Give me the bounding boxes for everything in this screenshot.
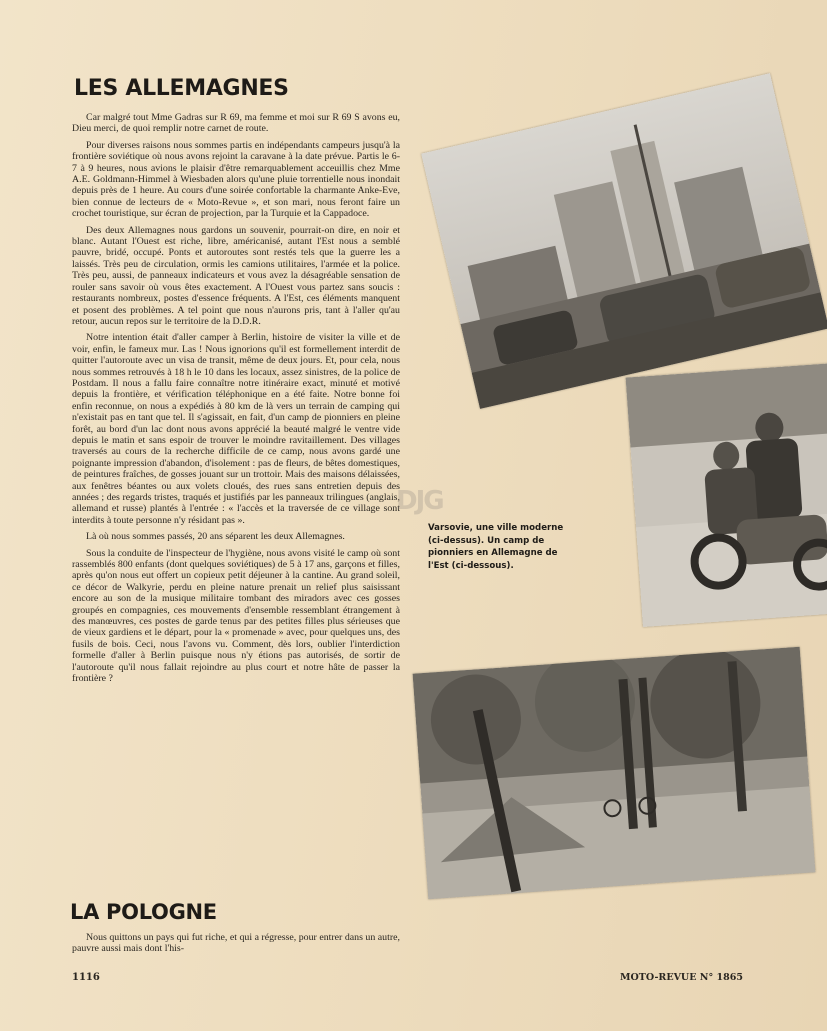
page-number: 1116 [72, 972, 100, 983]
photo-warsaw-image [421, 73, 827, 409]
paragraph-6: Sous la conduite de l'inspecteur de l'hygiène, nous avons visité le camp où sont rassemblés 800 enfants (dont quelques soviétiques) de 5 à 17 ans, garçons et filles, après qu'on nous eut offert un copieux petit déjeuner à la cantine. Au grand soleil, ce décor de Walkyrie, perdu en pleine nature prenait un relief plus saisissant encore au son de la musique militaire tombant des miradors avec ces gosses groupés en compagnies, ces mouvements d'ensemble ressemblant étrangement à des manœuvres, ces postes de garde tenus par des petites filles plus sérieuses que de vieux gardiens et le départ, pour la « promenade » avec, pour quelques uns, des fusils de bois. Ceci, nous l'avons vu. Comment, dès lors, oublier l'interdiction formelle d'aller à Berlin puisque nous n'y étions pas autorisés, de sortir de l'autoroute qu'il nous fallait rejoindre au plus court et notre hâte de passer la frontière ? [72, 547, 400, 685]
paragraph-5: Là où nous sommes passés, 20 ans séparent les deux Allemagnes. [86, 531, 345, 543]
paragraph-4: Notre intention était d'aller camper à Berlin, histoire de visiter la ville et de voir, enfin, le fameux mur. Las ! Nous ignorions qu'il est formellement interdit de quitter l'autoroute avec un visa de transit, même de deux jours. Et, pour cela, nous nous sommes retrouvés à 18 h le 10 dans les locaux, assez sinistres, de la police de Postdam. Il nous a fallu faire connaître notre itinéraire exact, minuté et motivé depuis la frontière, et vérification téléphonique en a été faite. Notre bonne foi enfin reconnue, on nous a expédiés à 80 km de là vers un terrain de camping qui n'existait pas en tant que tel. Il s'agissait, en fait, d'un camp de pionniers en pleine forêt, au bord d'un lac dont nous avons apprécié la beauté malgré le ventre vide depuis le matin et sans espoir de trouver le moindre ravitaillement. Des villages traversés au cours de la recherche difficile de ce camp, nous avons gardé une poignante impression d'abandon, d'isolement : pas de fleurs, de bêtes domestiques, de peintures fraîches, de gosses jouant sur un trottoir. Mais des maisons délaissées, aux fenêtres béantes ou aux volets cloués, des rues sans entretien depuis des années ; des regards tristes, traqués et justifiés par les panneaux trilingues (anglais, allemand et russe) plantés à l'entrée : « l'accès et la traversée de ce village sont interdits à toute personne n'y résidant pas ». [72, 332, 400, 526]
article-column-1 [72, 112, 400, 690]
photo-sidecar-image [626, 363, 827, 627]
heading-les-allemagnes: LES ALLEMAGNES [74, 76, 289, 101]
photo-sidecar-riders [626, 363, 827, 627]
photo-pioneer-camp [413, 647, 816, 900]
paragraph-2: Pour diverses raisons nous sommes partis en indépendants campeurs jusqu'à la frontière soviétique où nous avons rejoint la caravane à la date prévue. Partis le 6-7 à 9 heures, nous avions le plaisir d'être remarquablement acceuillis chez Mme A.E. Goldmann-Himmel à Wiesbaden alors qu'une pluie torrentielle nous inondait depuis près de 1 heure. Au cours d'une soirée confortable la charmante Anke-Eve, bien connue de lecteurs de « Moto-Revue », et son mari, nous feront faire un crochet touristique, sur écran de projection, par la Turquie et la Cappadoce. [72, 139, 400, 220]
photo-warsaw-street [421, 73, 827, 409]
heading-la-pologne: LA POLOGNE [70, 900, 217, 924]
paragraph-pologne-1: Nous quittons un pays qui fut riche, et qui a régresse, pour entrer dans un autre, pauvre aussi mais dont l'his- [72, 932, 400, 955]
article-column-2 [72, 932, 400, 960]
photo-caption: Varsovie, une ville moderne (ci-dessus). Un camp de pionniers en Allemagne de l'Est (ci-dessous). [428, 523, 564, 571]
magazine-footer: MOTO-REVUE N° 1865 [620, 972, 743, 983]
paragraph-3: Des deux Allemagnes nous gardons un souvenir, pourrait-on dire, en noir et blanc. Autant l'Ouest est riche, libre, américanisé, autant l'Est nous a semblé pauvre, bridé, occupé. Ponts et autoroutes sont restés tels que la guerre les a laissés. Très peu de circulation, ormis les camions utilitaires, l'armée et la police. Très peu, aussi, de panneaux indicateurs et vous avez la désagréable sensation de rouler sans savoir où vous êtes exactement. A l'Ouest vous partez sans soucis : restaurants nombreux, postes d'essence fréquents. A l'Est, ces éléments manquent et posent des problèmes. A tel point que nous n'aurons pris, tant à l'aller qu'au retour, aucun repos sur le territoire de la D.D.R. [72, 224, 400, 327]
watermark-logo: DJG [396, 486, 443, 516]
photo-camp-image [413, 647, 816, 900]
paragraph-1: Car malgré tout Mme Gadras sur R 69, ma femme et moi sur R 69 S avons eu, Dieu merci, de quoi remplir notre carnet de route. [72, 112, 400, 135]
